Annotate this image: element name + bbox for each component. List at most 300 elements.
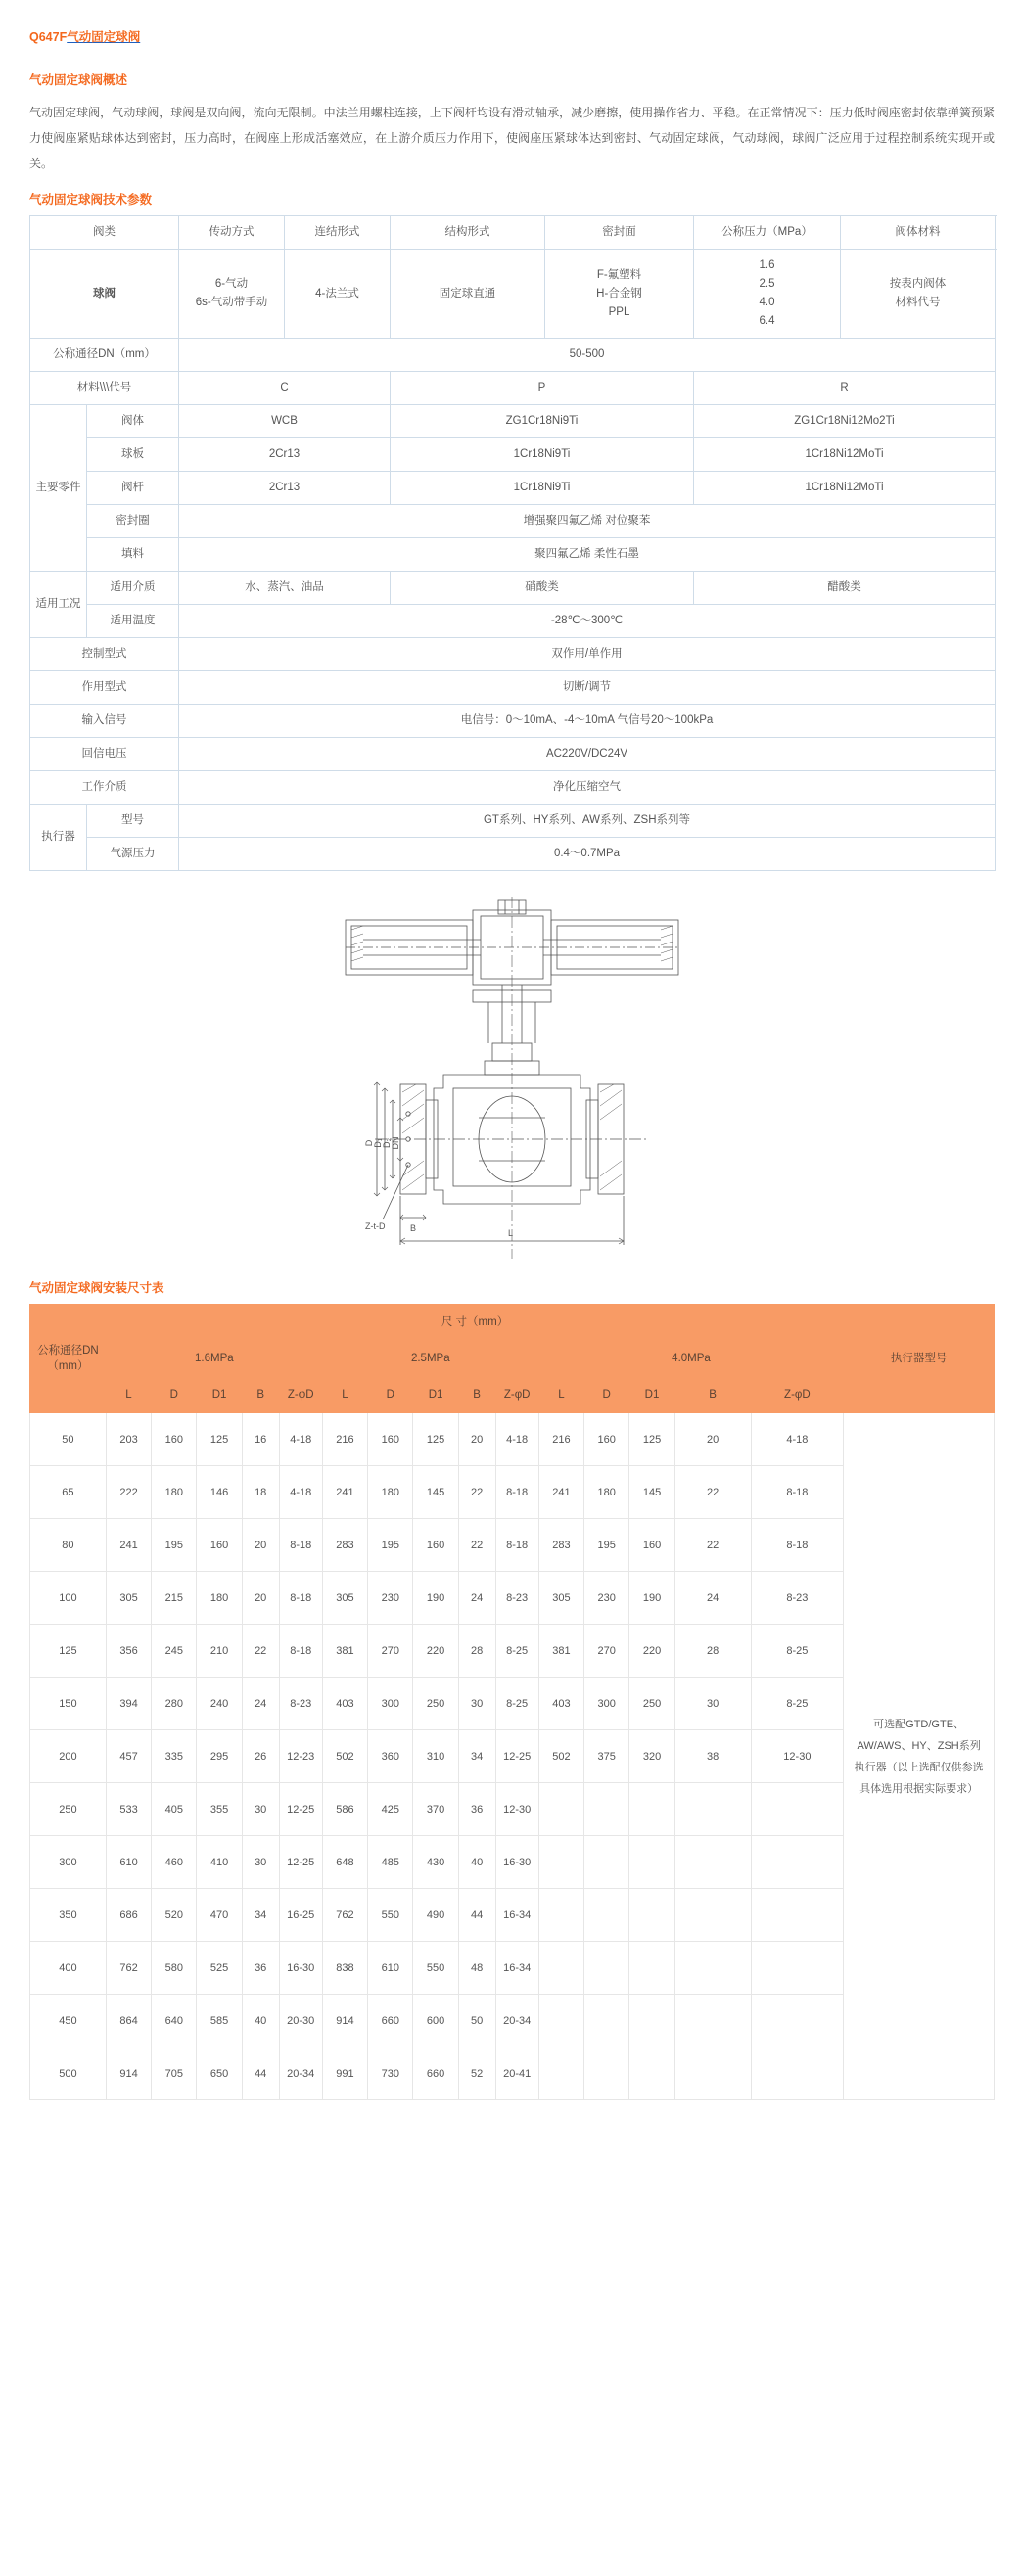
spec-part-p-2: 1Cr18Ni9Ti xyxy=(391,472,694,505)
dim-cell-p16-4: 8-18 xyxy=(279,1572,322,1625)
dim-cell-p16-1: 335 xyxy=(152,1730,197,1783)
pressure-option-1: 1.6 xyxy=(759,259,775,271)
dim-cell-p25-2: 310 xyxy=(413,1730,458,1783)
dim-cell-dn: 150 xyxy=(30,1678,107,1730)
table-row xyxy=(30,805,996,838)
dim-cell-p25-1: 425 xyxy=(368,1783,413,1836)
dim-cell-p16-1: 160 xyxy=(152,1413,197,1466)
dim-cell-p25-3: 22 xyxy=(458,1519,495,1572)
dim-cell-p25-0: 586 xyxy=(322,1783,367,1836)
dim-cell-p40-0: 403 xyxy=(538,1678,583,1730)
dim-cell-p25-2: 160 xyxy=(413,1519,458,1572)
dim-cell-p40-0: 381 xyxy=(538,1625,583,1678)
dim-cell-p25-3: 50 xyxy=(458,1995,495,2047)
dim-cell-p16-4: 12-23 xyxy=(279,1730,322,1783)
spec-material-code-label: 材料\\\代号 xyxy=(30,372,179,405)
dim-cell-p40-0: 305 xyxy=(538,1572,583,1625)
dim-cell-p25-1: 270 xyxy=(368,1625,413,1678)
dim-table-body xyxy=(30,1413,995,2100)
spec-part-p-1: 1Cr18Ni9Ti xyxy=(391,438,694,472)
dim-cell-p40-2: 320 xyxy=(629,1730,674,1783)
dim-cell-p16-1: 580 xyxy=(152,1942,197,1995)
spec-sealing-value xyxy=(545,250,694,339)
dim-cell-p40-1: 180 xyxy=(584,1466,629,1519)
dim-cell-p16-2: 355 xyxy=(197,1783,242,1836)
dim-cell-p25-0: 914 xyxy=(322,1995,367,2047)
spec-dn-label: 公称通径DN（mm） xyxy=(30,339,179,372)
dim-cell-p25-2: 550 xyxy=(413,1942,458,1995)
dim-sub-16-L: L xyxy=(106,1377,151,1413)
dim-cell-p40-1: 300 xyxy=(584,1678,629,1730)
dim-cell-p16-3: 26 xyxy=(242,1730,279,1783)
table-row xyxy=(30,638,996,671)
spec-model-label: 型号 xyxy=(87,805,179,838)
dim-cell-p40-1 xyxy=(584,1995,629,2047)
dim-cell-p40-1 xyxy=(584,1942,629,1995)
dim-sub-25-B: B xyxy=(458,1377,495,1413)
sealing-option-3: PPL xyxy=(608,305,630,318)
dim-cell-p25-3: 40 xyxy=(458,1836,495,1889)
dim-cell-p40-2 xyxy=(629,1836,674,1889)
dim-cell-p40-3 xyxy=(674,1783,751,1836)
spec-medium-value-1: 硝酸类 xyxy=(391,572,694,605)
dim-cell-p25-0: 762 xyxy=(322,1889,367,1942)
dim-cell-p25-2: 600 xyxy=(413,1995,458,2047)
spec-feedback-voltage-value: AC220V/DC24V xyxy=(179,738,996,771)
dim-cell-p16-0: 457 xyxy=(106,1730,151,1783)
dim-header-dn-text: 公称通径DN（mm） xyxy=(37,1345,99,1372)
dim-cell-p25-2: 250 xyxy=(413,1678,458,1730)
dim-cell-p25-4: 8-18 xyxy=(495,1466,538,1519)
dim-cell-p40-2 xyxy=(629,1889,674,1942)
dim-sub-16-D1: D1 xyxy=(197,1377,242,1413)
dim-cell-p40-0: 241 xyxy=(538,1466,583,1519)
spec-structure-value: 固定球直通 xyxy=(391,250,545,339)
spec-air-source-label: 气源压力 xyxy=(87,838,179,871)
spec-conditions-label: 适用工况 xyxy=(30,572,87,638)
dim-cell-p16-3: 44 xyxy=(242,2047,279,2100)
dim-cell-p25-3: 24 xyxy=(458,1572,495,1625)
dim-cell-p25-1: 485 xyxy=(368,1836,413,1889)
drawing-label-ZphiD: Z-t-D xyxy=(365,1221,386,1231)
spec-part-c-0: WCB xyxy=(179,405,391,438)
dim-cell-p40-4: 8-23 xyxy=(751,1572,844,1625)
table-row xyxy=(30,438,996,472)
dim-cell-p40-3 xyxy=(674,1942,751,1995)
dim-cell-p25-2: 125 xyxy=(413,1413,458,1466)
dim-cell-p25-2: 660 xyxy=(413,2047,458,2100)
dim-cell-p16-3: 30 xyxy=(242,1783,279,1836)
dim-cell-p25-2: 370 xyxy=(413,1783,458,1836)
spec-body-material-value xyxy=(841,250,996,339)
dim-sub-40-D: D xyxy=(584,1377,629,1413)
dim-cell-p40-4 xyxy=(751,1836,844,1889)
spec-drive-value xyxy=(179,250,285,339)
dim-cell-p40-1: 195 xyxy=(584,1519,629,1572)
dim-cell-p16-4: 20-34 xyxy=(279,2047,322,2100)
sealing-option-2: H-合金钢 xyxy=(596,287,642,299)
dim-cell-p16-4: 16-30 xyxy=(279,1942,322,1995)
dim-cell-p16-2: 470 xyxy=(197,1889,242,1942)
spec-air-source-value: 0.4～0.7MPa xyxy=(179,838,996,871)
dim-cell-p40-0 xyxy=(538,1836,583,1889)
table-row xyxy=(30,405,996,438)
dim-cell-p40-4: 8-18 xyxy=(751,1519,844,1572)
dim-cell-p16-2: 295 xyxy=(197,1730,242,1783)
spec-valve-type-value: 球阀 xyxy=(30,250,179,339)
dim-cell-p16-4: 20-30 xyxy=(279,1995,322,2047)
dim-cell-p16-2: 180 xyxy=(197,1572,242,1625)
dim-cell-p16-4: 4-18 xyxy=(279,1413,322,1466)
table-row xyxy=(30,339,996,372)
table-row xyxy=(30,250,996,339)
dim-cell-p16-0: 762 xyxy=(106,1942,151,1995)
dim-cell-p16-4: 16-25 xyxy=(279,1889,322,1942)
spec-packing-label: 填料 xyxy=(87,538,179,572)
dim-cell-p16-1: 705 xyxy=(152,2047,197,2100)
dim-cell-p40-3: 38 xyxy=(674,1730,751,1783)
drive-option-1: 6-气动 xyxy=(214,278,249,290)
dim-cell-p25-1: 160 xyxy=(368,1413,413,1466)
dim-cell-p16-4: 4-18 xyxy=(279,1466,322,1519)
table-row xyxy=(30,605,996,638)
spec-action-type-label: 作用型式 xyxy=(30,671,179,705)
dim-cell-p25-0: 838 xyxy=(322,1942,367,1995)
dim-cell-p25-1: 195 xyxy=(368,1519,413,1572)
dim-cell-p25-1: 230 xyxy=(368,1572,413,1625)
dim-cell-p16-2: 410 xyxy=(197,1836,242,1889)
dim-cell-p16-1: 460 xyxy=(152,1836,197,1889)
dim-cell-p25-3: 44 xyxy=(458,1889,495,1942)
dim-cell-p40-4: 12-30 xyxy=(751,1730,844,1783)
dim-cell-p16-0: 356 xyxy=(106,1625,151,1678)
dim-cell-p25-4: 16-30 xyxy=(495,1836,538,1889)
dim-cell-p25-1: 730 xyxy=(368,2047,413,2100)
dim-cell-p40-3: 24 xyxy=(674,1572,751,1625)
dim-cell-p40-2: 160 xyxy=(629,1519,674,1572)
dim-sub-25-ZphiD: Z-φD xyxy=(495,1377,538,1413)
dim-cell-p40-0: 216 xyxy=(538,1413,583,1466)
dim-cell-p16-3: 22 xyxy=(242,1625,279,1678)
dim-cell-p25-0: 381 xyxy=(322,1625,367,1678)
spec-control-type-value: 双作用/单作用 xyxy=(179,638,996,671)
page-title-prefix: Q647F xyxy=(29,30,68,44)
dim-cell-p16-0: 914 xyxy=(106,2047,151,2100)
drive-option-2: 6s-气动带手动 xyxy=(195,297,268,308)
dim-cell-p40-4: 8-25 xyxy=(751,1625,844,1678)
dim-cell-p16-1: 280 xyxy=(152,1678,197,1730)
table-row xyxy=(30,738,996,771)
spec-control-type-label: 控制型式 xyxy=(30,638,179,671)
dim-cell-p40-4: 4-18 xyxy=(751,1413,844,1466)
dim-cell-p40-3 xyxy=(674,1995,751,2047)
dim-cell-actuator-note: 可选配GTD/GTE、AW/AWS、HY、ZSH系列执行器（以上选配仅供参选具体选用根据实际要求） xyxy=(844,1413,995,2100)
dim-cell-p40-0 xyxy=(538,2047,583,2100)
spec-part-r-0: ZG1Cr18Ni12Mo2Ti xyxy=(694,405,996,438)
dim-cell-dn: 80 xyxy=(30,1519,107,1572)
dim-cell-p16-0: 610 xyxy=(106,1836,151,1889)
dim-cell-p25-4: 4-18 xyxy=(495,1413,538,1466)
spec-part-c-2: 2Cr13 xyxy=(179,472,391,505)
dim-cell-p16-3: 16 xyxy=(242,1413,279,1466)
dim-cell-p40-2: 190 xyxy=(629,1572,674,1625)
dim-cell-p16-2: 585 xyxy=(197,1995,242,2047)
dimension-heading: 气动固定球阀安装尺寸表 xyxy=(29,1281,164,1295)
dim-cell-p16-2: 125 xyxy=(197,1413,242,1466)
table-row xyxy=(30,771,996,805)
sealing-option-1: F-氟塑料 xyxy=(596,268,642,281)
dim-cell-p40-2 xyxy=(629,1783,674,1836)
dim-cell-p25-2: 145 xyxy=(413,1466,458,1519)
dim-cell-p40-4 xyxy=(751,1889,844,1942)
dim-cell-p25-0: 283 xyxy=(322,1519,367,1572)
spec-part-name-1: 球板 xyxy=(87,438,179,472)
dim-cell-p40-0 xyxy=(538,1995,583,2047)
dim-cell-p40-4 xyxy=(751,2047,844,2100)
spec-material-code-c: C xyxy=(179,372,391,405)
dim-cell-p40-1: 230 xyxy=(584,1572,629,1625)
dim-cell-p25-0: 991 xyxy=(322,2047,367,2100)
dim-cell-p25-1: 660 xyxy=(368,1995,413,2047)
dim-cell-p25-2: 430 xyxy=(413,1836,458,1889)
spec-header-structure: 结构形式 xyxy=(391,216,545,250)
dim-cell-p40-0: 283 xyxy=(538,1519,583,1572)
drawing-label-D1: D₁ xyxy=(373,1138,383,1148)
dim-cell-p25-3: 34 xyxy=(458,1730,495,1783)
body-material-line-1: 按表内阀体 xyxy=(889,278,947,290)
dim-header-actuator: 执行器型号 xyxy=(844,1305,995,1413)
dim-sub-40-L: L xyxy=(538,1377,583,1413)
dim-cell-p40-2 xyxy=(629,1942,674,1995)
dim-cell-p40-1: 160 xyxy=(584,1413,629,1466)
page-title-link[interactable]: 气动固定球阀 xyxy=(67,30,141,44)
spec-medium-value-2: 醋酸类 xyxy=(694,572,996,605)
dim-cell-p25-4: 8-25 xyxy=(495,1625,538,1678)
dim-cell-p40-2: 125 xyxy=(629,1413,674,1466)
dim-sub-16-D: D xyxy=(152,1377,197,1413)
dim-cell-p25-3: 52 xyxy=(458,2047,495,2100)
spec-parts-label: 主要零件 xyxy=(30,405,87,572)
spec-header-body-material: 阀体材料 xyxy=(841,216,996,250)
spec-model-value: GT系列、HY系列、AW系列、ZSH系列等 xyxy=(179,805,996,838)
dim-cell-p25-4: 12-25 xyxy=(495,1730,538,1783)
dim-cell-p16-1: 640 xyxy=(152,1995,197,2047)
spec-part-p-0: ZG1Cr18Ni9Ti xyxy=(391,405,694,438)
dim-cell-p16-0: 305 xyxy=(106,1572,151,1625)
spec-medium-label: 适用介质 xyxy=(87,572,179,605)
dim-cell-p25-2: 190 xyxy=(413,1572,458,1625)
dim-cell-dn: 350 xyxy=(30,1889,107,1942)
dim-cell-p16-4: 8-18 xyxy=(279,1625,322,1678)
dim-cell-p16-1: 215 xyxy=(152,1572,197,1625)
dim-cell-p25-4: 12-30 xyxy=(495,1783,538,1836)
drawing-label-D2: D₂ xyxy=(382,1138,392,1148)
overview-paragraph: 气动固定球阀，气动球阀，球阀是双向阀，流向无限制。中法兰用螺柱连接，上下阀杆均设有滑动轴承，减少磨擦，使用操作省力、平稳。在正常情况下：压力低时阀座密封依靠弹簧预紧力使阀座紧贴球体达到密封，压力高时，在阀座上形成活塞效应，在上游介质压力作用下，使阀座压紧球体达到密封、气动固定球阀，气动球阀，球阀广泛应用于过程控制系统实现开或关。 xyxy=(29,106,995,170)
dim-cell-p40-2 xyxy=(629,1995,674,2047)
table-row xyxy=(30,216,996,250)
spec-header-drive: 传动方式 xyxy=(179,216,285,250)
table-row xyxy=(30,505,996,538)
spec-working-medium-value: 净化压缩空气 xyxy=(179,771,996,805)
table-row xyxy=(30,372,996,405)
dim-cell-p40-3 xyxy=(674,1836,751,1889)
spec-heading: 气动固定球阀技术参数 xyxy=(29,193,153,207)
overview-heading: 气动固定球阀概述 xyxy=(29,73,128,87)
dim-header-dn xyxy=(30,1305,107,1413)
dim-header-group-16: 1.6MPa xyxy=(106,1341,322,1377)
dim-sub-16-ZphiD: Z-φD xyxy=(279,1377,322,1413)
dim-cell-p25-2: 220 xyxy=(413,1625,458,1678)
spec-part-name-2: 阀杆 xyxy=(87,472,179,505)
spec-input-signal-label: 输入信号 xyxy=(30,705,179,738)
spec-temperature-label: 适用温度 xyxy=(87,605,179,638)
drawing-label-DN: DN xyxy=(391,1136,400,1150)
spec-header-connection: 连结形式 xyxy=(285,216,391,250)
table-row xyxy=(30,705,996,738)
spec-input-signal-value: 电信号：0～10mA、-4～10mA 气信号20～100kPa xyxy=(179,705,996,738)
dim-cell-p25-0: 502 xyxy=(322,1730,367,1783)
dim-cell-dn: 500 xyxy=(30,2047,107,2100)
dim-cell-p40-4: 8-25 xyxy=(751,1678,844,1730)
spec-seal-ring-label: 密封圈 xyxy=(87,505,179,538)
dim-cell-p16-4: 12-25 xyxy=(279,1783,322,1836)
dim-cell-p25-4: 8-23 xyxy=(495,1572,538,1625)
dim-cell-p25-4: 8-18 xyxy=(495,1519,538,1572)
dim-cell-p16-0: 222 xyxy=(106,1466,151,1519)
spec-part-c-1: 2Cr13 xyxy=(179,438,391,472)
table-row xyxy=(30,671,996,705)
dim-cell-p25-4: 16-34 xyxy=(495,1889,538,1942)
dim-cell-p16-1: 180 xyxy=(152,1466,197,1519)
dim-cell-p16-1: 245 xyxy=(152,1625,197,1678)
dim-cell-p25-1: 360 xyxy=(368,1730,413,1783)
dim-cell-p40-1 xyxy=(584,1889,629,1942)
pressure-option-4: 6.4 xyxy=(759,315,775,327)
drawing-label-B: B xyxy=(410,1223,417,1233)
pressure-option-2: 2.5 xyxy=(759,278,775,290)
spec-seal-ring-value: 增强聚四氟乙烯 对位聚苯 xyxy=(179,505,996,538)
dim-cell-dn: 400 xyxy=(30,1942,107,1995)
spec-connection-value: 4-法兰式 xyxy=(285,250,391,339)
spec-action-type-value: 切断/调节 xyxy=(179,671,996,705)
dim-cell-p40-0 xyxy=(538,1889,583,1942)
drawing-label-D: D xyxy=(364,1139,374,1147)
spec-material-code-p: P xyxy=(391,372,694,405)
dim-cell-p16-3: 18 xyxy=(242,1466,279,1519)
dim-cell-p40-4 xyxy=(751,1783,844,1836)
spec-header-valve-type: 阀类 xyxy=(30,216,179,250)
dim-cell-p40-1 xyxy=(584,2047,629,2100)
dim-cell-p16-2: 160 xyxy=(197,1519,242,1572)
dim-cell-p16-3: 36 xyxy=(242,1942,279,1995)
dim-cell-p25-1: 550 xyxy=(368,1889,413,1942)
dim-cell-p16-3: 40 xyxy=(242,1995,279,2047)
spec-pressure-value xyxy=(694,250,841,339)
dim-cell-p25-3: 36 xyxy=(458,1783,495,1836)
valve-drawing-svg xyxy=(306,897,718,1268)
dim-cell-p40-2: 145 xyxy=(629,1466,674,1519)
dim-cell-p16-0: 394 xyxy=(106,1678,151,1730)
dim-cell-p25-3: 20 xyxy=(458,1413,495,1466)
dim-cell-p25-0: 216 xyxy=(322,1413,367,1466)
dim-sub-25-L: L xyxy=(322,1377,367,1413)
dim-cell-dn: 125 xyxy=(30,1625,107,1678)
dim-cell-p40-0: 502 xyxy=(538,1730,583,1783)
dim-cell-p25-1: 610 xyxy=(368,1942,413,1995)
dim-cell-p16-1: 405 xyxy=(152,1783,197,1836)
dim-cell-p40-3: 20 xyxy=(674,1413,751,1466)
dim-sub-25-D1: D1 xyxy=(413,1377,458,1413)
dim-cell-dn: 200 xyxy=(30,1730,107,1783)
spec-working-medium-label: 工作介质 xyxy=(30,771,179,805)
dim-cell-dn: 50 xyxy=(30,1413,107,1466)
spec-actuator-label: 执行器 xyxy=(30,805,87,871)
dim-cell-p16-2: 525 xyxy=(197,1942,242,1995)
dim-cell-p16-4: 12-25 xyxy=(279,1836,322,1889)
dim-cell-dn: 65 xyxy=(30,1466,107,1519)
spec-material-code-r: R xyxy=(694,372,996,405)
installation-dimension-table xyxy=(29,1304,995,2100)
dim-sub-40-D1: D1 xyxy=(629,1377,674,1413)
dim-sub-25-D: D xyxy=(368,1377,413,1413)
dim-cell-p16-2: 240 xyxy=(197,1678,242,1730)
pressure-option-3: 4.0 xyxy=(759,297,775,308)
dim-cell-p16-1: 195 xyxy=(152,1519,197,1572)
dim-cell-p40-0 xyxy=(538,1783,583,1836)
dim-cell-p25-4: 16-34 xyxy=(495,1942,538,1995)
dim-cell-p25-1: 300 xyxy=(368,1678,413,1730)
dim-cell-p16-0: 864 xyxy=(106,1995,151,2047)
dim-cell-dn: 300 xyxy=(30,1836,107,1889)
spec-header-sealing: 密封面 xyxy=(545,216,694,250)
dim-cell-p40-4: 8-18 xyxy=(751,1466,844,1519)
dim-cell-p16-1: 520 xyxy=(152,1889,197,1942)
valve-technical-drawing xyxy=(29,897,995,1268)
dim-sub-16-B: B xyxy=(242,1377,279,1413)
dim-cell-p16-3: 20 xyxy=(242,1572,279,1625)
dim-cell-p25-2: 490 xyxy=(413,1889,458,1942)
dim-header-row-1 xyxy=(30,1305,995,1341)
spec-part-name-0: 阀体 xyxy=(87,405,179,438)
dim-cell-p16-0: 241 xyxy=(106,1519,151,1572)
table-row xyxy=(30,572,996,605)
spec-part-r-2: 1Cr18Ni12MoTi xyxy=(694,472,996,505)
dim-cell-p16-0: 686 xyxy=(106,1889,151,1942)
dim-cell-p25-3: 30 xyxy=(458,1678,495,1730)
table-row xyxy=(30,538,996,572)
spec-temperature-value: -28℃～300℃ xyxy=(179,605,996,638)
dim-cell-p40-1: 375 xyxy=(584,1730,629,1783)
dim-cell-p16-3: 30 xyxy=(242,1836,279,1889)
dim-cell-p40-3: 28 xyxy=(674,1625,751,1678)
dim-cell-p40-2: 250 xyxy=(629,1678,674,1730)
dim-cell-p40-2 xyxy=(629,2047,674,2100)
dim-cell-p25-3: 48 xyxy=(458,1942,495,1995)
dim-cell-dn: 100 xyxy=(30,1572,107,1625)
dim-header-group-40: 4.0MPa xyxy=(538,1341,843,1377)
spec-header-pressure: 公称压力（MPa） xyxy=(694,216,841,250)
dim-cell-p16-3: 34 xyxy=(242,1889,279,1942)
dim-cell-p40-1: 270 xyxy=(584,1625,629,1678)
dim-cell-p40-2: 220 xyxy=(629,1625,674,1678)
dim-cell-p16-4: 8-23 xyxy=(279,1678,322,1730)
dim-cell-p40-1 xyxy=(584,1836,629,1889)
dim-cell-p16-2: 210 xyxy=(197,1625,242,1678)
dim-cell-p16-2: 146 xyxy=(197,1466,242,1519)
technical-parameters-table xyxy=(29,215,996,871)
body-material-line-2: 材料代号 xyxy=(895,297,941,308)
dim-cell-p25-0: 648 xyxy=(322,1836,367,1889)
